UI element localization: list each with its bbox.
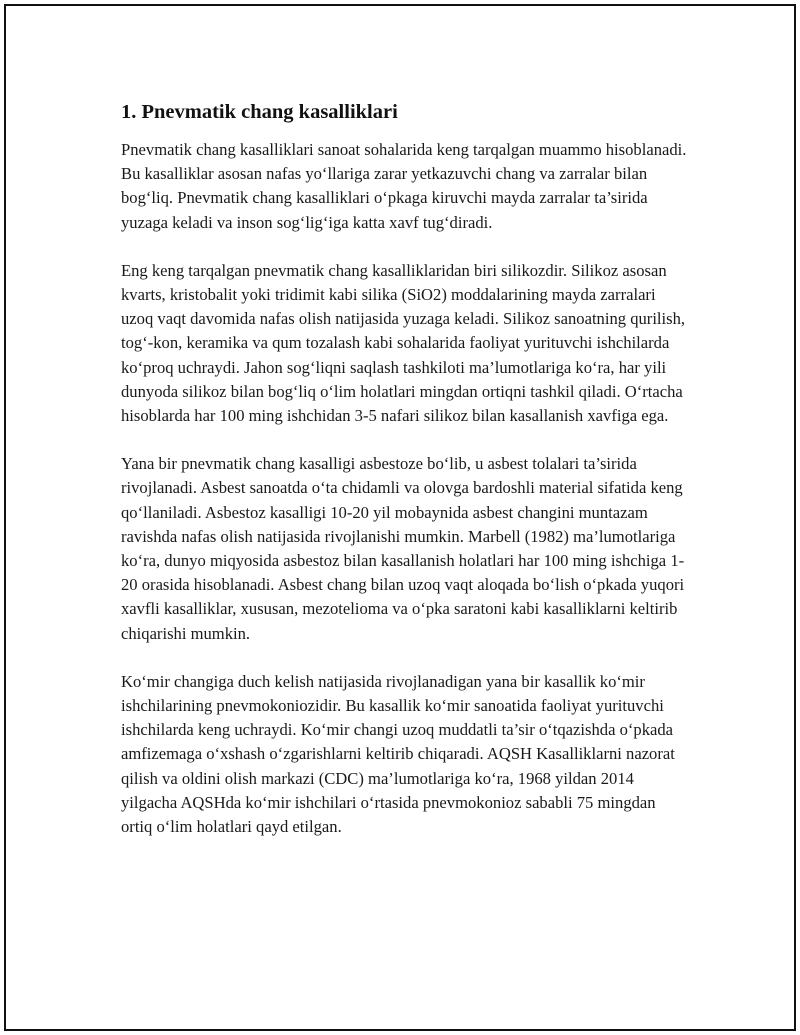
paragraph-asbestosis: Yana bir pnevmatik chang kasalligi asbestoze bo‘lib, u asbest tolalari ta’sirida rivojlanadi. Asbest sanoatda o‘ta chidamli va olovga bardoshli material sifatida keng qo‘llaniladi. Asbestoz kasalligi 10-20 yil mobaynida asbest changini muntazam ravishda nafas olish natijasida rivojlanishi mumkin. Marbell (1982) ma’lumotlariga ko‘ra, dunyo miqyosida asbestoz bilan kasallanish holatlari har 100 ming ishchiga 1-20 orasida hisoblanadi. Asbest chang bilan uzoq vaqt aloqada bo‘lish o‘pkada yuqori xavfli kasalliklar, xususan, mezotelioma va o‘pka saratoni kabi kasalliklarni keltirib chiqarishi mumkin. — [121, 454, 685, 643]
paragraph-intro: Pnevmatik chang kasalliklari sanoat sohalarida keng tarqalgan muammo hisoblanadi. Bu kasalliklar asosan nafas yo‘llariga zarar yetkazuvchi chang va zarralar bilan bog‘liq. Pnevmatik chang kasalliklari o‘pkaga kiruvchi mayda zarralar ta’sirida yuzaga keladi va inson sog‘lig‘iga katta xavf tug‘diradi. — [121, 140, 687, 232]
paragraph-silicosis: Eng keng tarqalgan pnevmatik chang kasalliklaridan biri silikozdir. Silikoz asosan kvarts, kristobalit yoki tridimit kabi silika (SiO2) moddalarining mayda zarralari uzoq vaqt davomida nafas olish natijasida yuzaga keladi. Silikoz sanoatning qurilish, tog‘-kon, keramika va qum tozalash kabi sohalarida faoliyat yurituvchi ishchilarda ko‘proq uchraydi. Jahon sog‘liqni saqlash tashkiloti ma’lumotlariga ko‘ra, har yili dunyoda silikoz bilan bog‘liq o‘lim holatlari mingdan ortiqni tashkil qiladi. O‘rtacha hisoblarda har 100 ming ishchidan 3-5 nafari silikoz bilan kasallanish xavfiga ega. — [121, 260, 686, 426]
section-heading: 1. Pnevmatik chang kasalliklari — [121, 101, 398, 123]
document-body — [121, 98, 691, 863]
page-frame — [4, 4, 796, 1031]
paragraph-coal-pneumoconiosis: Ko‘mir changiga duch kelish natijasida rivojlanadigan yana bir kasallik ko‘mir ishchilarining pnevmokoniozidir. Bu kasallik ko‘mir sanoatida faoliyat yurituvchi ishchilarda keng uchraydi. Ko‘mir changi uzoq muddatli ta’sir o‘tqazishda o‘pkada amfizemaga o‘xshash o‘zgarishlarni keltirib chiqaradi. AQSH Kasalliklarni nazorat qilish va oldini olish markazi (CDC) ma’lumotlariga ko‘ra, 1968 yildan 2014 yilgacha AQSHda ko‘mir ishchilari o‘rtasida pnevmokonioz sababli 75 mingdan ortiq o‘lim holatlari qayd etilgan. — [121, 671, 675, 837]
